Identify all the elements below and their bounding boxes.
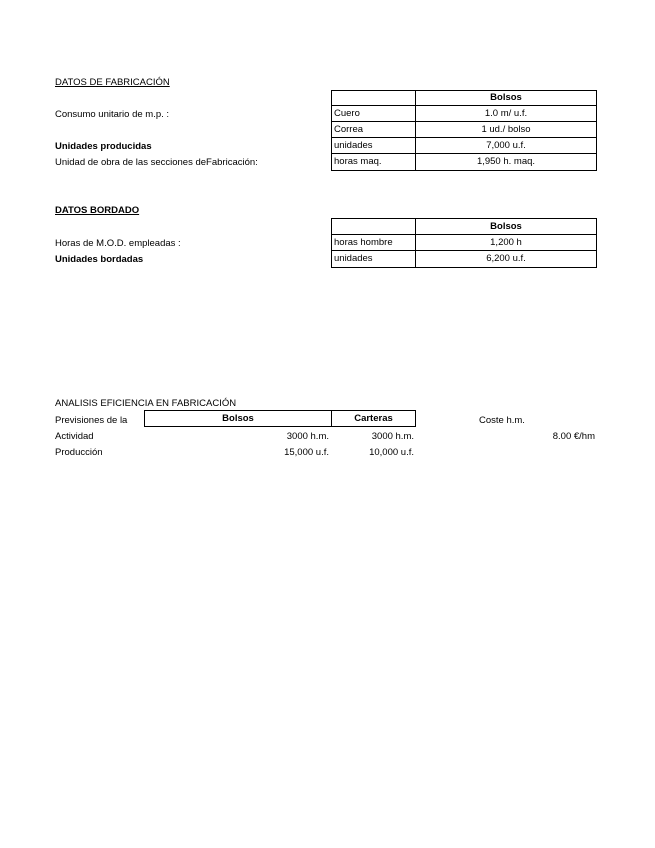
analisis-col-carteras: Carteras (354, 413, 393, 424)
produccion-carteras-value: 10,000 u.f. (369, 447, 414, 458)
fab-row-value: 1.0 m/ u.f. (484, 108, 528, 119)
bord-row-value: 1,200 h (490, 237, 522, 248)
bordado-title: DATOS BORDADO (55, 205, 140, 216)
previsiones-label: Previsiones de la (55, 415, 128, 426)
produccion-bolsos-value: 15,000 u.f. (284, 447, 329, 458)
fab-row-unit: Correa (334, 124, 364, 135)
bord-header-blank-cell (331, 218, 416, 235)
bord-header-cell (415, 218, 597, 235)
bord-row-unit: horas hombre (334, 237, 393, 248)
consumo-label: Consumo unitario de m.p. : (55, 109, 170, 120)
fab-row-unit: Cuero (334, 108, 360, 119)
unidades-bordadas-label: Unidades bordadas (55, 254, 144, 265)
produccion-label: Producción (55, 447, 103, 458)
fab-row-horasmaq-unit-cell (331, 153, 416, 171)
coste-hm-value: 8.00 €/hm (552, 431, 595, 442)
fab-row-value: 1,950 h. maq. (476, 156, 536, 167)
fab-header-blank-cell (331, 90, 416, 106)
actividad-bolsos-value: 3000 h.m. (286, 431, 329, 442)
fab-row-value: 7,000 u.f. (486, 140, 526, 151)
fabricacion-title: DATOS DE FABRICACIÓN (55, 77, 170, 88)
analisis-carteras-header-cell (331, 410, 416, 427)
analisis-col-bolsos: Bolsos (222, 413, 254, 424)
fab-header-cell (415, 90, 597, 106)
analisis-title: ANALISIS EFICIENCIA EN FABRICACIÓN (55, 398, 237, 409)
actividad-carteras-value: 3000 h.m. (371, 431, 414, 442)
unidad-obra-label: Unidad de obra de las secciones deFabricación: (55, 157, 258, 168)
fab-row-unidades-unit-cell (331, 137, 416, 154)
fab-row-correa-value-cell (415, 121, 597, 138)
fab-row-unidades-value-cell (415, 137, 597, 154)
fab-row-unit: horas maq. (334, 156, 382, 167)
bord-row-unit: unidades (334, 253, 373, 264)
bord-row-horas-value-cell (415, 234, 597, 251)
bord-row-value: 6,200 u.f. (486, 253, 526, 264)
unidades-producidas-label: Unidades producidas (55, 141, 152, 152)
coste-hm-label: Coste h.m. (479, 415, 525, 426)
bord-row-horas-unit-cell (331, 234, 416, 251)
fab-row-value: 1 ud./ bolso (481, 124, 531, 135)
bord-row-unidades-unit-cell (331, 250, 416, 268)
fab-row-cuero-value-cell (415, 105, 597, 122)
analisis-bolsos-header-cell (144, 410, 332, 427)
bord-row-unidades-value-cell (415, 250, 597, 268)
fab-row-correa-unit-cell (331, 121, 416, 138)
bord-header-bolsos: Bolsos (490, 221, 522, 232)
fab-header-bolsos: Bolsos (490, 92, 522, 103)
fab-row-cuero-unit-cell (331, 105, 416, 122)
fab-row-unit: unidades (334, 140, 373, 151)
fab-row-horasmaq-value-cell (415, 153, 597, 171)
actividad-label: Actividad (55, 431, 94, 442)
horas-mod-label: Horas de M.O.D. empleadas : (55, 238, 181, 249)
